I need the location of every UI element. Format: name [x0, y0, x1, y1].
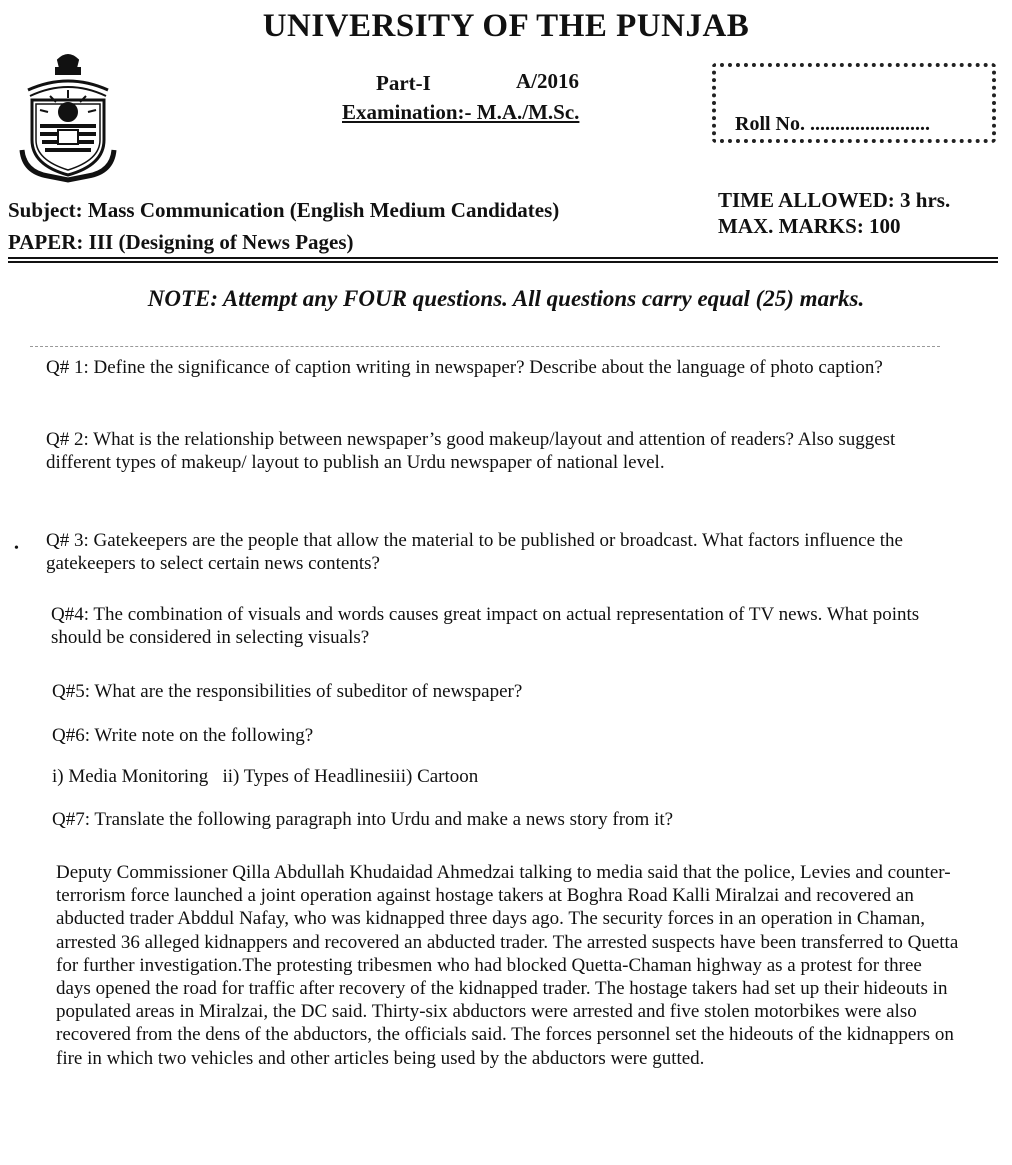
header-divider-secondary	[8, 261, 998, 263]
translation-paragraph: Deputy Commissioner Qilla Abdullah Khudaidad Ahmedzai talking to media said that the police, Levies and counter-terrorism force launched a joint operation against hostage takers at Boghra Road Kalli Miralzai and recovered an abducted trader Abddul Nafay, who was kidnapped three days ago. The security forces in an operation in Chaman, arrested 36 alleged kidnappers and recovered an abducted trader. The arrested suspects have been transferred to Quetta for further investigation.The protesting tribesmen who had blocked Quetta-Chaman highway as a protest for three days opened the road for traffic after recovery of the kidnapped trader. The hostage takers had set up their hideouts in populated areas in Miralzai, the DC said. Thirty-six abductors were arrested and five stolen motorbikes were also recovered from the dens of the abductors, the officials said. The forces personnel set the hideouts of the kidnappers on fire in which two vehicles and other articles being used by the abductors were gutted.	[56, 862, 959, 1069]
question-3: Q# 3: Gatekeepers are the people that allow the material to be published or broadcast. What factors influence the gatekeepers to select certain news contents?	[46, 530, 903, 574]
question-7: Q#7: Translate the following paragraph into Urdu and make a news story from it?	[52, 809, 674, 830]
question-1: Q# 1: Define the significance of caption writing in newspaper? Describe about the language of photo caption?	[46, 357, 883, 378]
question-4: Q#4: The combination of visuals and words causes great impact on actual representation of TV news. What points should be considered in selecting visuals?	[51, 604, 920, 648]
dashed-divider	[30, 346, 940, 347]
subject-line: Subject: Mass Communication (English Medium Candidates)	[8, 198, 560, 222]
question-2: Q# 2: What is the relationship between newspaper’s good makeup/layout and attention of readers? Also suggest different types of makeup/ layout to publish an Urdu newspaper of national level.	[46, 429, 896, 473]
question-5: Q#5: What are the responsibilities of subeditor of newspaper?	[52, 681, 523, 702]
max-marks: MAX. MARKS: 100	[718, 214, 901, 238]
part-label: Part-I	[376, 71, 431, 95]
university-crest-icon	[18, 50, 118, 185]
paper-line: PAPER: III (Designing of News Pages)	[8, 230, 354, 254]
time-allowed: TIME ALLOWED: 3 hrs.	[718, 188, 951, 212]
question-6: Q#6: Write note on the following?	[52, 725, 314, 746]
roll-number-field[interactable]: Roll No. ........................	[735, 113, 930, 135]
question-6-items: i) Media Monitoring ii) Types of Headlinesiii) Cartoon	[52, 766, 479, 787]
margin-mark: •	[14, 541, 19, 556]
university-title: UNIVERSITY OF THE PUNJAB	[262, 8, 750, 44]
instructions-note: NOTE: Attempt any FOUR questions. All questions carry equal (25) marks.	[147, 286, 865, 311]
session-label: A/2016	[516, 69, 579, 93]
header-divider	[8, 257, 998, 259]
examination-label: Examination:- M.A./M.Sc.	[342, 100, 580, 124]
